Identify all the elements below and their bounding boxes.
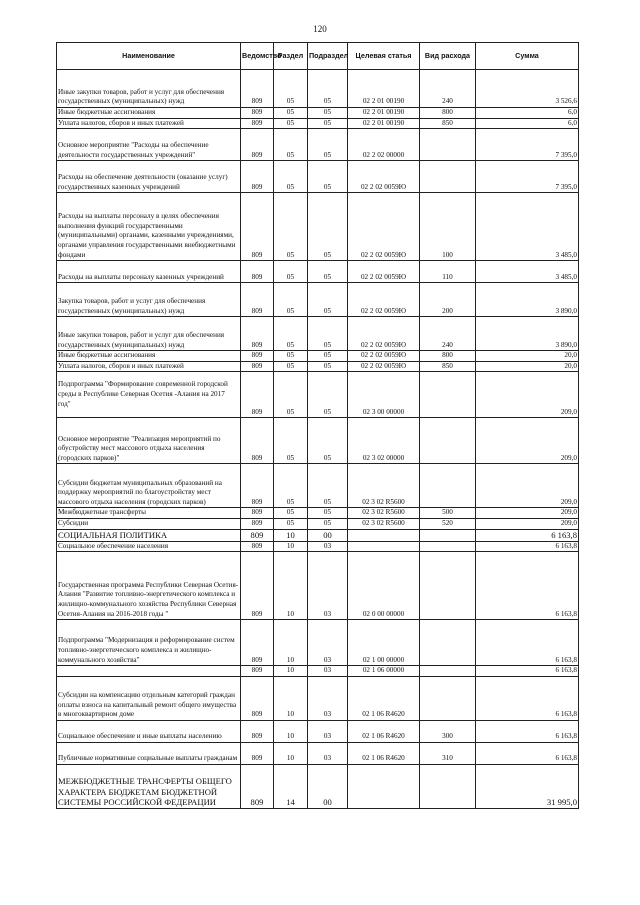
row-department: 809	[241, 372, 274, 418]
row-sum: 20,0	[476, 351, 579, 362]
row-department: 809	[241, 118, 274, 129]
header-section: Раздел	[274, 43, 308, 70]
row-name: МЕЖБЮДЖЕТНЫЕ ТРАНСФЕРТЫ ОБЩЕГО ХАРАКТЕРА БЮДЖЕТАМ БЮДЖЕТНОЙ СИСТЕМЫ РОССИЙСКОЙ ФЕДЕРАЦИИ	[57, 764, 241, 808]
row-sum: 209,0	[476, 508, 579, 519]
table-row	[57, 742, 579, 764]
row-target-article: 02 1 06 00000	[348, 666, 420, 677]
row-section: 10	[274, 552, 308, 620]
table-row	[57, 283, 579, 317]
row-target-article: 02 1 06 R4620	[348, 742, 420, 764]
row-section: 10	[274, 676, 308, 720]
header-target-article: Целевая статья	[348, 43, 420, 70]
row-department: 809	[241, 161, 274, 193]
table-row	[57, 70, 579, 108]
row-section: 10	[274, 742, 308, 764]
table-row	[57, 541, 579, 552]
row-department: 809	[241, 418, 274, 464]
row-subsection: 05	[308, 464, 348, 508]
row-target-article: 02 0 00 00000	[348, 552, 420, 620]
budget-table	[56, 42, 579, 809]
row-target-article	[348, 529, 420, 541]
row-target-article: 02 2 02 0059Ю	[348, 261, 420, 283]
row-name: СОЦИАЛЬНАЯ ПОЛИТИКА	[57, 529, 241, 541]
row-section: 10	[274, 529, 308, 541]
row-section: 05	[274, 361, 308, 372]
row-sum: 6 163,8	[476, 620, 579, 666]
row-name: Иные закупки товаров, работ и услуг для обеспечения государственных (муниципальных) нужд	[57, 70, 241, 108]
row-sum: 209,0	[476, 464, 579, 508]
header-department: Ведомство	[241, 43, 274, 70]
row-section: 14	[274, 764, 308, 808]
row-subsection: 05	[308, 418, 348, 464]
row-sum: 3 485,0	[476, 261, 579, 283]
row-expense-type	[420, 620, 476, 666]
row-department: 809	[241, 620, 274, 666]
row-section: 05	[274, 118, 308, 129]
row-section: 10	[274, 666, 308, 677]
table-row	[57, 676, 579, 720]
row-target-article: 02 2 01 00190	[348, 118, 420, 129]
row-target-article: 02 1 00 00000	[348, 620, 420, 666]
table-row	[57, 161, 579, 193]
row-target-article: 02 3 00 00000	[348, 372, 420, 418]
table-row	[57, 464, 579, 508]
row-subsection: 03	[308, 742, 348, 764]
row-subsection: 05	[308, 283, 348, 317]
row-target-article: 02 2 02 0059Ю	[348, 361, 420, 372]
row-subsection: 03	[308, 552, 348, 620]
row-target-article: 02 2 02 0059Ю	[348, 193, 420, 261]
page-number: 120	[313, 24, 327, 34]
row-name: Уплата налогов, сборов и иных платежей	[57, 361, 241, 372]
row-subsection: 05	[308, 518, 348, 529]
row-subsection: 03	[308, 620, 348, 666]
row-sum: 6 163,8	[476, 666, 579, 677]
row-target-article	[348, 541, 420, 552]
row-name: Иные бюджетные ассигнования	[57, 351, 241, 362]
row-name: Социальное обеспечение и иные выплаты населению	[57, 720, 241, 742]
header-name: Наименование	[57, 43, 241, 70]
row-section: 05	[274, 108, 308, 119]
row-name: Иные закупки товаров, работ и услуг для обеспечения государственных (муниципальных) нужд	[57, 317, 241, 351]
row-sum: 6 163,8	[476, 552, 579, 620]
row-target-article: 02 3 02 R5600	[348, 508, 420, 519]
row-subsection: 05	[308, 508, 348, 519]
row-department: 809	[241, 508, 274, 519]
row-department: 809	[241, 764, 274, 808]
table-row	[57, 418, 579, 464]
row-subsection: 05	[308, 261, 348, 283]
table-row	[57, 720, 579, 742]
row-name: Уплата налогов, сборов и иных платежей	[57, 118, 241, 129]
row-subsection: 05	[308, 70, 348, 108]
row-target-article: 02 2 02 0059Ю	[348, 161, 420, 193]
row-target-article: 02 2 01 00190	[348, 70, 420, 108]
row-expense-type: 240	[420, 70, 476, 108]
row-target-article	[348, 764, 420, 808]
row-department: 809	[241, 720, 274, 742]
row-subsection: 00	[308, 764, 348, 808]
row-section: 05	[274, 261, 308, 283]
table-row	[57, 108, 579, 119]
row-expense-type	[420, 161, 476, 193]
row-expense-type: 850	[420, 361, 476, 372]
row-subsection: 05	[308, 361, 348, 372]
table-row	[57, 518, 579, 529]
row-sum: 3 485,0	[476, 193, 579, 261]
row-subsection: 05	[308, 161, 348, 193]
header-expense-type: Вид расхода	[420, 43, 476, 70]
row-expense-type	[420, 666, 476, 677]
row-subsection: 03	[308, 676, 348, 720]
table-row	[57, 317, 579, 351]
row-expense-type: 300	[420, 720, 476, 742]
table-row	[57, 129, 579, 161]
row-expense-type	[420, 529, 476, 541]
row-department: 809	[241, 529, 274, 541]
row-section: 05	[274, 418, 308, 464]
row-subsection: 05	[308, 193, 348, 261]
table-row	[57, 620, 579, 666]
row-subsection: 05	[308, 372, 348, 418]
row-department: 809	[241, 518, 274, 529]
row-sum: 20,0	[476, 361, 579, 372]
row-target-article: 02 2 02 0059Ю	[348, 351, 420, 362]
table-row	[57, 351, 579, 362]
row-target-article: 02 1 06 R4620	[348, 676, 420, 720]
row-subsection: 05	[308, 129, 348, 161]
row-department: 809	[241, 108, 274, 119]
row-name: Расходы на выплаты персоналу в целях обеспечения выполнения функций государственными (муниципальными) органами, казенными учреждениями, органами управления государственными внебюджетными фондами	[57, 193, 241, 261]
row-section: 05	[274, 464, 308, 508]
row-expense-type: 520	[420, 518, 476, 529]
header-subsection: Подраздел	[308, 43, 348, 70]
row-department: 809	[241, 676, 274, 720]
row-target-article: 02 1 06 R4620	[348, 720, 420, 742]
row-expense-type: 800	[420, 108, 476, 119]
row-section: 05	[274, 351, 308, 362]
row-expense-type: 100	[420, 193, 476, 261]
row-expense-type	[420, 464, 476, 508]
row-sum: 6 163,8	[476, 720, 579, 742]
row-sum: 6 163,8	[476, 529, 579, 541]
row-section: 05	[274, 283, 308, 317]
row-department: 809	[241, 666, 274, 677]
row-name: Социальное обеспечение населения	[57, 541, 241, 552]
row-sum: 6,0	[476, 118, 579, 129]
row-name: Основное мероприятие "Расходы на обеспечение деятельности государственных учреждений"	[57, 129, 241, 161]
row-name: Субсидии на компенсацию отдельным категорий граждан оплаты взноса на капитальный ремонт общего имущества в многоквартирном доме	[57, 676, 241, 720]
table-row	[57, 193, 579, 261]
row-expense-type	[420, 676, 476, 720]
row-expense-type	[420, 764, 476, 808]
row-expense-type: 200	[420, 283, 476, 317]
row-target-article: 02 2 02 00000	[348, 129, 420, 161]
row-target-article: 02 2 02 0059Ю	[348, 317, 420, 351]
row-section: 05	[274, 70, 308, 108]
table-row	[57, 552, 579, 620]
row-expense-type: 110	[420, 261, 476, 283]
row-sum: 3 890,0	[476, 283, 579, 317]
row-department: 809	[241, 351, 274, 362]
header-sum: Сумма	[476, 43, 579, 70]
row-department: 809	[241, 464, 274, 508]
table-row	[57, 118, 579, 129]
row-expense-type: 850	[420, 118, 476, 129]
row-department: 809	[241, 261, 274, 283]
row-section: 05	[274, 193, 308, 261]
row-department: 809	[241, 541, 274, 552]
row-name: Межбюджетные трансферты	[57, 508, 241, 519]
row-department: 809	[241, 129, 274, 161]
table-row	[57, 261, 579, 283]
row-name: Подпрограмма "Модернизация и реформирование систем топливно-энергетического комплекса и жилищно-коммунального хозяйства"	[57, 620, 241, 666]
table-row	[57, 361, 579, 372]
row-sum: 7 395,0	[476, 161, 579, 193]
row-name: Субсидии	[57, 518, 241, 529]
row-name: Публичные нормативные социальные выплаты гражданам	[57, 742, 241, 764]
row-section: 05	[274, 317, 308, 351]
row-name: Субсидии бюджетам муниципальных образований на поддержку мероприятий по благоустройству мест массового отдыха населения (городских парков)	[57, 464, 241, 508]
row-sum: 209,0	[476, 372, 579, 418]
row-subsection: 03	[308, 666, 348, 677]
table-row	[57, 666, 579, 677]
table-row	[57, 372, 579, 418]
table-row	[57, 508, 579, 519]
row-department: 809	[241, 193, 274, 261]
row-subsection: 00	[308, 529, 348, 541]
row-sum: 3 890,0	[476, 317, 579, 351]
row-expense-type	[420, 552, 476, 620]
row-subsection: 03	[308, 541, 348, 552]
row-section: 10	[274, 620, 308, 666]
row-sum: 209,0	[476, 418, 579, 464]
row-target-article: 02 2 02 0059Ю	[348, 283, 420, 317]
row-department: 809	[241, 283, 274, 317]
row-sum: 3 526,6	[476, 70, 579, 108]
row-expense-type	[420, 372, 476, 418]
row-sum: 209,0	[476, 518, 579, 529]
row-department: 809	[241, 552, 274, 620]
row-subsection: 05	[308, 108, 348, 119]
row-expense-type	[420, 541, 476, 552]
row-sum: 31 995,0	[476, 764, 579, 808]
row-name: Подпрограмма "Формирование современной городской среды в Республике Северная Осетия -Алания на 2017 год"	[57, 372, 241, 418]
row-expense-type	[420, 418, 476, 464]
row-department: 809	[241, 70, 274, 108]
row-name: Расходы на обеспечение деятельности (оказание услуг) государственных казенных учреждений	[57, 161, 241, 193]
row-subsection: 05	[308, 351, 348, 362]
row-name: Основное мероприятие "Реализация мероприятий по обустройству мест массового отдыха населения (городских парков)"	[57, 418, 241, 464]
row-section: 10	[274, 720, 308, 742]
row-sum: 6 163,8	[476, 676, 579, 720]
row-expense-type: 500	[420, 508, 476, 519]
row-expense-type: 240	[420, 317, 476, 351]
row-section: 05	[274, 372, 308, 418]
row-name	[57, 666, 241, 677]
table-header-row	[57, 43, 579, 70]
row-subsection: 03	[308, 720, 348, 742]
row-sum: 6 163,8	[476, 742, 579, 764]
row-target-article: 02 3 02 R5600	[348, 464, 420, 508]
row-sum: 7 395,0	[476, 129, 579, 161]
row-expense-type: 310	[420, 742, 476, 764]
table-row	[57, 529, 579, 541]
row-subsection: 05	[308, 118, 348, 129]
row-department: 809	[241, 742, 274, 764]
row-name: Иные бюджетные ассигнования	[57, 108, 241, 119]
row-sum: 6,0	[476, 108, 579, 119]
table-row	[57, 764, 579, 808]
row-name: Государственная программа Республики Северная Осетия-Алания "Развитие топливно-энергетического комплекса и жилищно-коммунального хозяйства Республики Северная Осетия-Алания на 2016-2018 годы "	[57, 552, 241, 620]
row-target-article: 02 3 02 R5600	[348, 518, 420, 529]
row-expense-type: 800	[420, 351, 476, 362]
row-section: 05	[274, 518, 308, 529]
row-section: 05	[274, 161, 308, 193]
row-department: 809	[241, 361, 274, 372]
row-expense-type	[420, 129, 476, 161]
row-section: 05	[274, 129, 308, 161]
row-section: 05	[274, 508, 308, 519]
row-name: Закупка товаров, работ и услуг для обеспечения государственных (муниципальных) нужд	[57, 283, 241, 317]
row-target-article: 02 2 01 00190	[348, 108, 420, 119]
row-subsection: 05	[308, 317, 348, 351]
row-sum: 6 163,8	[476, 541, 579, 552]
row-name: Расходы на выплаты персоналу казенных учреждений	[57, 261, 241, 283]
row-department: 809	[241, 317, 274, 351]
row-section: 10	[274, 541, 308, 552]
row-target-article: 02 3 02 00000	[348, 418, 420, 464]
